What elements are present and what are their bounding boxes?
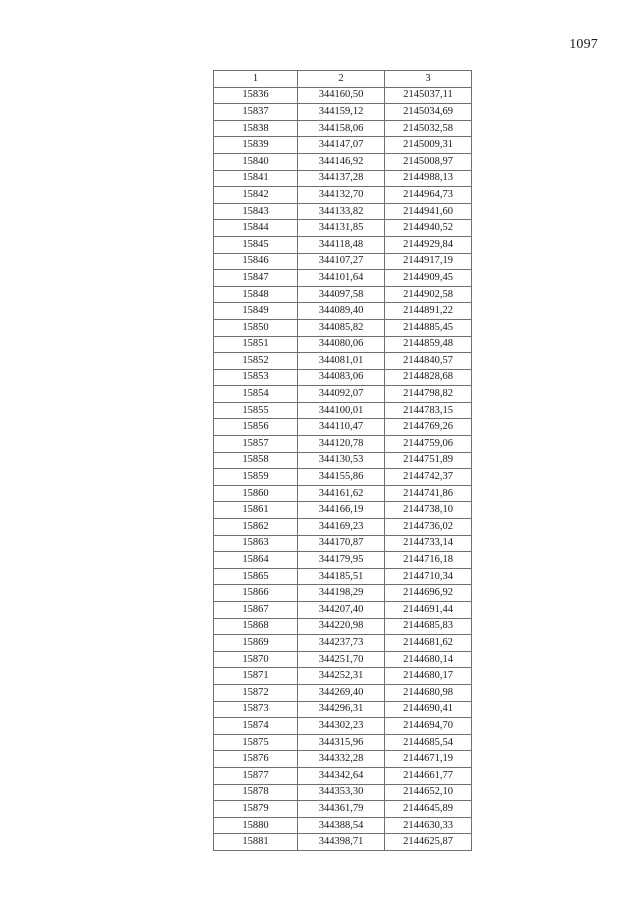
table-body <box>214 87 472 850</box>
table-row <box>214 286 472 303</box>
point-number-cell: 15880 <box>214 817 298 834</box>
point-number-cell: 15852 <box>214 353 298 370</box>
column-header-3: 3 <box>385 71 472 88</box>
table-row <box>214 801 472 818</box>
point-number-cell: 15843 <box>214 203 298 220</box>
y-coordinate-cell: 2144696,92 <box>385 585 472 602</box>
y-coordinate-cell: 2144902,58 <box>385 286 472 303</box>
table-row <box>214 502 472 519</box>
table-row <box>214 336 472 353</box>
table-row <box>214 436 472 453</box>
y-coordinate-cell: 2144680,17 <box>385 668 472 685</box>
y-coordinate-cell: 2144733,14 <box>385 535 472 552</box>
table-row <box>214 87 472 104</box>
x-coordinate-cell: 344237,73 <box>298 635 385 652</box>
x-coordinate-cell: 344169,23 <box>298 519 385 536</box>
y-coordinate-cell: 2144741,86 <box>385 485 472 502</box>
y-coordinate-cell: 2144690,41 <box>385 701 472 718</box>
table-row <box>214 353 472 370</box>
table-row <box>214 187 472 204</box>
x-coordinate-cell: 344085,82 <box>298 319 385 336</box>
column-header-2: 2 <box>298 71 385 88</box>
y-coordinate-cell: 2145009,31 <box>385 137 472 154</box>
y-coordinate-cell: 2145008,97 <box>385 153 472 170</box>
x-coordinate-cell: 344080,06 <box>298 336 385 353</box>
x-coordinate-cell: 344107,27 <box>298 253 385 270</box>
point-number-cell: 15841 <box>214 170 298 187</box>
x-coordinate-cell: 344155,86 <box>298 469 385 486</box>
y-coordinate-cell: 2144652,10 <box>385 784 472 801</box>
y-coordinate-cell: 2145034,69 <box>385 104 472 121</box>
y-coordinate-cell: 2144630,33 <box>385 817 472 834</box>
point-number-cell: 15837 <box>214 104 298 121</box>
table-row <box>214 817 472 834</box>
point-number-cell: 15861 <box>214 502 298 519</box>
point-number-cell: 15859 <box>214 469 298 486</box>
point-number-cell: 15875 <box>214 734 298 751</box>
x-coordinate-cell: 344251,70 <box>298 651 385 668</box>
x-coordinate-cell: 344353,30 <box>298 784 385 801</box>
x-coordinate-cell: 344179,95 <box>298 552 385 569</box>
y-coordinate-cell: 2144680,14 <box>385 651 472 668</box>
table-row <box>214 718 472 735</box>
table-row <box>214 369 472 386</box>
point-number-cell: 15842 <box>214 187 298 204</box>
point-number-cell: 15854 <box>214 386 298 403</box>
x-coordinate-cell: 344120,78 <box>298 436 385 453</box>
point-number-cell: 15836 <box>214 87 298 104</box>
table-row <box>214 253 472 270</box>
point-number-cell: 15857 <box>214 436 298 453</box>
point-number-cell: 15848 <box>214 286 298 303</box>
y-coordinate-cell: 2144988,13 <box>385 170 472 187</box>
x-coordinate-cell: 344100,01 <box>298 402 385 419</box>
x-coordinate-cell: 344388,54 <box>298 817 385 834</box>
y-coordinate-cell: 2144941,60 <box>385 203 472 220</box>
point-number-cell: 15871 <box>214 668 298 685</box>
table-row <box>214 203 472 220</box>
table-row <box>214 618 472 635</box>
point-number-cell: 15881 <box>214 834 298 851</box>
table-row <box>214 120 472 137</box>
point-number-cell: 15879 <box>214 801 298 818</box>
point-number-cell: 15855 <box>214 402 298 419</box>
y-coordinate-cell: 2144645,89 <box>385 801 472 818</box>
y-coordinate-cell: 2144759,06 <box>385 436 472 453</box>
y-coordinate-cell: 2144681,62 <box>385 635 472 652</box>
x-coordinate-cell: 344170,87 <box>298 535 385 552</box>
table-row <box>214 767 472 784</box>
table-row <box>214 602 472 619</box>
x-coordinate-cell: 344101,64 <box>298 270 385 287</box>
point-number-cell: 15876 <box>214 751 298 768</box>
y-coordinate-cell: 2144964,73 <box>385 187 472 204</box>
x-coordinate-cell: 344081,01 <box>298 353 385 370</box>
x-coordinate-cell: 344083,06 <box>298 369 385 386</box>
table-row <box>214 153 472 170</box>
y-coordinate-cell: 2144671,19 <box>385 751 472 768</box>
y-coordinate-cell: 2144680,98 <box>385 684 472 701</box>
table-row <box>214 220 472 237</box>
point-number-cell: 15860 <box>214 485 298 502</box>
table-row <box>214 270 472 287</box>
y-coordinate-cell: 2144661,77 <box>385 767 472 784</box>
y-coordinate-cell: 2144840,57 <box>385 353 472 370</box>
table-row <box>214 170 472 187</box>
x-coordinate-cell: 344089,40 <box>298 303 385 320</box>
table-row <box>214 137 472 154</box>
x-coordinate-cell: 344269,40 <box>298 684 385 701</box>
x-coordinate-cell: 344207,40 <box>298 602 385 619</box>
y-coordinate-cell: 2144710,34 <box>385 568 472 585</box>
point-number-cell: 15864 <box>214 552 298 569</box>
x-coordinate-cell: 344332,28 <box>298 751 385 768</box>
table-row <box>214 452 472 469</box>
table-row <box>214 319 472 336</box>
table-row <box>214 568 472 585</box>
point-number-cell: 15866 <box>214 585 298 602</box>
column-header-1: 1 <box>214 71 298 88</box>
point-number-cell: 15862 <box>214 519 298 536</box>
table-row <box>214 684 472 701</box>
table-row <box>214 734 472 751</box>
table-row <box>214 635 472 652</box>
y-coordinate-cell: 2144716,18 <box>385 552 472 569</box>
point-number-cell: 15870 <box>214 651 298 668</box>
x-coordinate-cell: 344092,07 <box>298 386 385 403</box>
x-coordinate-cell: 344097,58 <box>298 286 385 303</box>
y-coordinate-cell: 2144859,48 <box>385 336 472 353</box>
point-number-cell: 15867 <box>214 602 298 619</box>
table-row <box>214 402 472 419</box>
y-coordinate-cell: 2144685,54 <box>385 734 472 751</box>
point-number-cell: 15872 <box>214 684 298 701</box>
x-coordinate-cell: 344296,31 <box>298 701 385 718</box>
x-coordinate-cell: 344146,92 <box>298 153 385 170</box>
x-coordinate-cell: 344185,51 <box>298 568 385 585</box>
point-number-cell: 15868 <box>214 618 298 635</box>
x-coordinate-cell: 344302,23 <box>298 718 385 735</box>
x-coordinate-cell: 344160,50 <box>298 87 385 104</box>
point-number-cell: 15853 <box>214 369 298 386</box>
y-coordinate-cell: 2144742,37 <box>385 469 472 486</box>
y-coordinate-cell: 2144885,45 <box>385 319 472 336</box>
y-coordinate-cell: 2144736,02 <box>385 519 472 536</box>
point-number-cell: 15863 <box>214 535 298 552</box>
table-header-row <box>214 71 472 88</box>
y-coordinate-cell: 2144738,10 <box>385 502 472 519</box>
x-coordinate-cell: 344166,19 <box>298 502 385 519</box>
x-coordinate-cell: 344133,82 <box>298 203 385 220</box>
y-coordinate-cell: 2144909,45 <box>385 270 472 287</box>
y-coordinate-cell: 2144828,68 <box>385 369 472 386</box>
x-coordinate-cell: 344198,29 <box>298 585 385 602</box>
table-row <box>214 668 472 685</box>
table-row <box>214 236 472 253</box>
table-row <box>214 701 472 718</box>
point-number-cell: 15850 <box>214 319 298 336</box>
table-row <box>214 104 472 121</box>
x-coordinate-cell: 344158,06 <box>298 120 385 137</box>
y-coordinate-cell: 2145032,58 <box>385 120 472 137</box>
table-row <box>214 419 472 436</box>
y-coordinate-cell: 2144917,19 <box>385 253 472 270</box>
coordinates-table <box>213 70 472 851</box>
point-number-cell: 15869 <box>214 635 298 652</box>
y-coordinate-cell: 2144783,15 <box>385 402 472 419</box>
table-row <box>214 519 472 536</box>
point-number-cell: 15838 <box>214 120 298 137</box>
point-number-cell: 15856 <box>214 419 298 436</box>
y-coordinate-cell: 2144685,83 <box>385 618 472 635</box>
x-coordinate-cell: 344137,28 <box>298 170 385 187</box>
table-row <box>214 585 472 602</box>
x-coordinate-cell: 344131,85 <box>298 220 385 237</box>
table-row <box>214 834 472 851</box>
point-number-cell: 15877 <box>214 767 298 784</box>
y-coordinate-cell: 2144798,82 <box>385 386 472 403</box>
x-coordinate-cell: 344161,62 <box>298 485 385 502</box>
table-row <box>214 303 472 320</box>
x-coordinate-cell: 344118,48 <box>298 236 385 253</box>
table-row <box>214 485 472 502</box>
table-row <box>214 651 472 668</box>
x-coordinate-cell: 344132,70 <box>298 187 385 204</box>
point-number-cell: 15874 <box>214 718 298 735</box>
y-coordinate-cell: 2144751,89 <box>385 452 472 469</box>
point-number-cell: 15849 <box>214 303 298 320</box>
table-row <box>214 552 472 569</box>
table-row <box>214 386 472 403</box>
x-coordinate-cell: 344398,71 <box>298 834 385 851</box>
point-number-cell: 15845 <box>214 236 298 253</box>
table-row <box>214 469 472 486</box>
x-coordinate-cell: 344159,12 <box>298 104 385 121</box>
point-number-cell: 15865 <box>214 568 298 585</box>
point-number-cell: 15873 <box>214 701 298 718</box>
page-number: 1097 <box>569 37 598 52</box>
y-coordinate-cell: 2144929,84 <box>385 236 472 253</box>
point-number-cell: 15847 <box>214 270 298 287</box>
x-coordinate-cell: 344110,47 <box>298 419 385 436</box>
point-number-cell: 15851 <box>214 336 298 353</box>
x-coordinate-cell: 344361,79 <box>298 801 385 818</box>
table-row <box>214 535 472 552</box>
point-number-cell: 15858 <box>214 452 298 469</box>
x-coordinate-cell: 344342,64 <box>298 767 385 784</box>
y-coordinate-cell: 2144691,44 <box>385 602 472 619</box>
x-coordinate-cell: 344130,53 <box>298 452 385 469</box>
point-number-cell: 15878 <box>214 784 298 801</box>
point-number-cell: 15846 <box>214 253 298 270</box>
point-number-cell: 15839 <box>214 137 298 154</box>
y-coordinate-cell: 2144769,26 <box>385 419 472 436</box>
x-coordinate-cell: 344315,96 <box>298 734 385 751</box>
x-coordinate-cell: 344220,98 <box>298 618 385 635</box>
x-coordinate-cell: 344252,31 <box>298 668 385 685</box>
table-row <box>214 751 472 768</box>
table-row <box>214 784 472 801</box>
x-coordinate-cell: 344147,07 <box>298 137 385 154</box>
y-coordinate-cell: 2144940,52 <box>385 220 472 237</box>
point-number-cell: 15840 <box>214 153 298 170</box>
y-coordinate-cell: 2145037,11 <box>385 87 472 104</box>
y-coordinate-cell: 2144694,70 <box>385 718 472 735</box>
y-coordinate-cell: 2144891,22 <box>385 303 472 320</box>
y-coordinate-cell: 2144625,87 <box>385 834 472 851</box>
point-number-cell: 15844 <box>214 220 298 237</box>
